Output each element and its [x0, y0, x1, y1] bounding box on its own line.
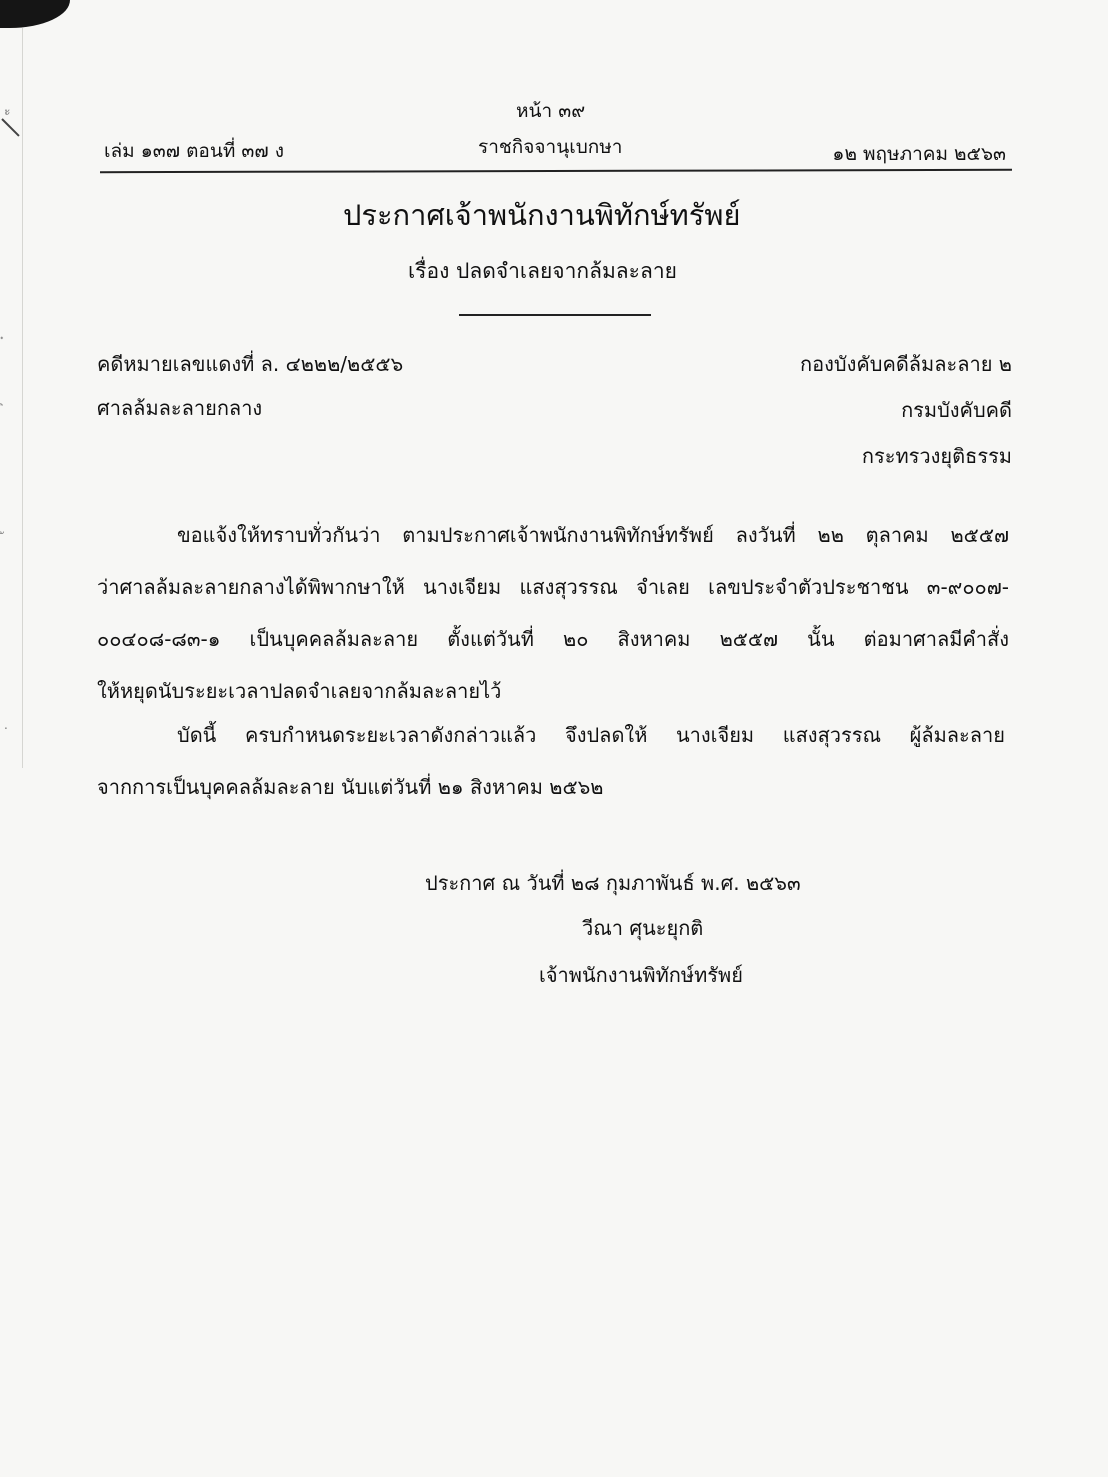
header-rule	[100, 169, 1012, 173]
paragraph-line: บัดนี้ ครบกำหนดระยะเวลาดังกล่าวแล้ว จึงปลดให้ นางเจียม แสงสุวรรณ ผู้ล้มละลาย	[177, 723, 1005, 747]
scan-corner-shadow	[0, 0, 70, 28]
margin-mark: ะ	[4, 104, 11, 118]
paragraph-line: จากการเป็นบุคคลล้มละลาย นับแต่วันที่ ๒๑ สิงหาคม ๒๕๖๒	[97, 775, 604, 799]
signatory-name: วีณา ศุนะยุกติ	[582, 916, 704, 940]
announcement-date: ประกาศ ณ วันที่ ๒๘ กุมภาพันธ์ พ.ศ. ๒๕๖๓	[425, 871, 801, 895]
announcement-subject: เรื่อง ปลดจำเลยจากล้มละลาย	[408, 259, 677, 283]
margin-mark: .	[4, 718, 8, 732]
paragraph-line: ว่าศาลล้มละลายกลางได้พิพากษาให้ นางเจียม แสงสุวรรณ จำเลย เลขประจำตัวประชาชน ๓-๙๐๐๗-	[97, 575, 1009, 599]
office-line: กองบังคับคดีล้มละลาย ๒	[800, 352, 1012, 376]
page-number: หน้า ๓๙	[516, 100, 586, 122]
gazette-date: ๑๒ พฤษภาคม ๒๕๖๓	[832, 143, 1006, 165]
volume-number: เล่ม ๑๓๗ ตอนที่ ๓๗ ง	[104, 140, 284, 162]
office-line: กรมบังคับคดี	[901, 398, 1012, 422]
case-number: คดีหมายเลขแดงที่ ล. ๔๒๒๒/๒๕๕๖	[97, 352, 404, 376]
binding-margin	[0, 28, 23, 768]
signatory-position: เจ้าพนักงานพิทักษ์ทรัพย์	[539, 963, 743, 987]
title-rule	[459, 314, 651, 316]
court-name: ศาลล้มละลายกลาง	[97, 396, 263, 420]
body-paragraph	[97, 521, 1009, 705]
announcement-title: ประกาศเจ้าพนักงานพิทักษ์ทรัพย์	[343, 198, 741, 232]
paragraph-line: ขอแจ้งให้ทราบทั่วกันว่า ตามประกาศเจ้าพนักงานพิทักษ์ทรัพย์ ลงวันที่ ๒๒ ตุลาคม ๒๕๕๗	[177, 523, 1009, 547]
paragraph-line: ให้หยุดนับระยะเวลาปลดจำเลยจากล้มละลายไว้	[97, 679, 502, 703]
paragraph-line: ๐๐๔๐๘-๘๓-๑ เป็นบุคคลล้มละลาย ตั้งแต่วันที่ ๒๐ สิงหาคม ๒๕๕๗ นั้น ต่อมาศาลมีคำสั่ง	[97, 627, 1009, 651]
body-paragraph	[97, 721, 1005, 801]
office-line: กระทรวงยุติธรรม	[861, 444, 1012, 468]
gazette-name: ราชกิจจานุเบกษา	[478, 136, 623, 158]
